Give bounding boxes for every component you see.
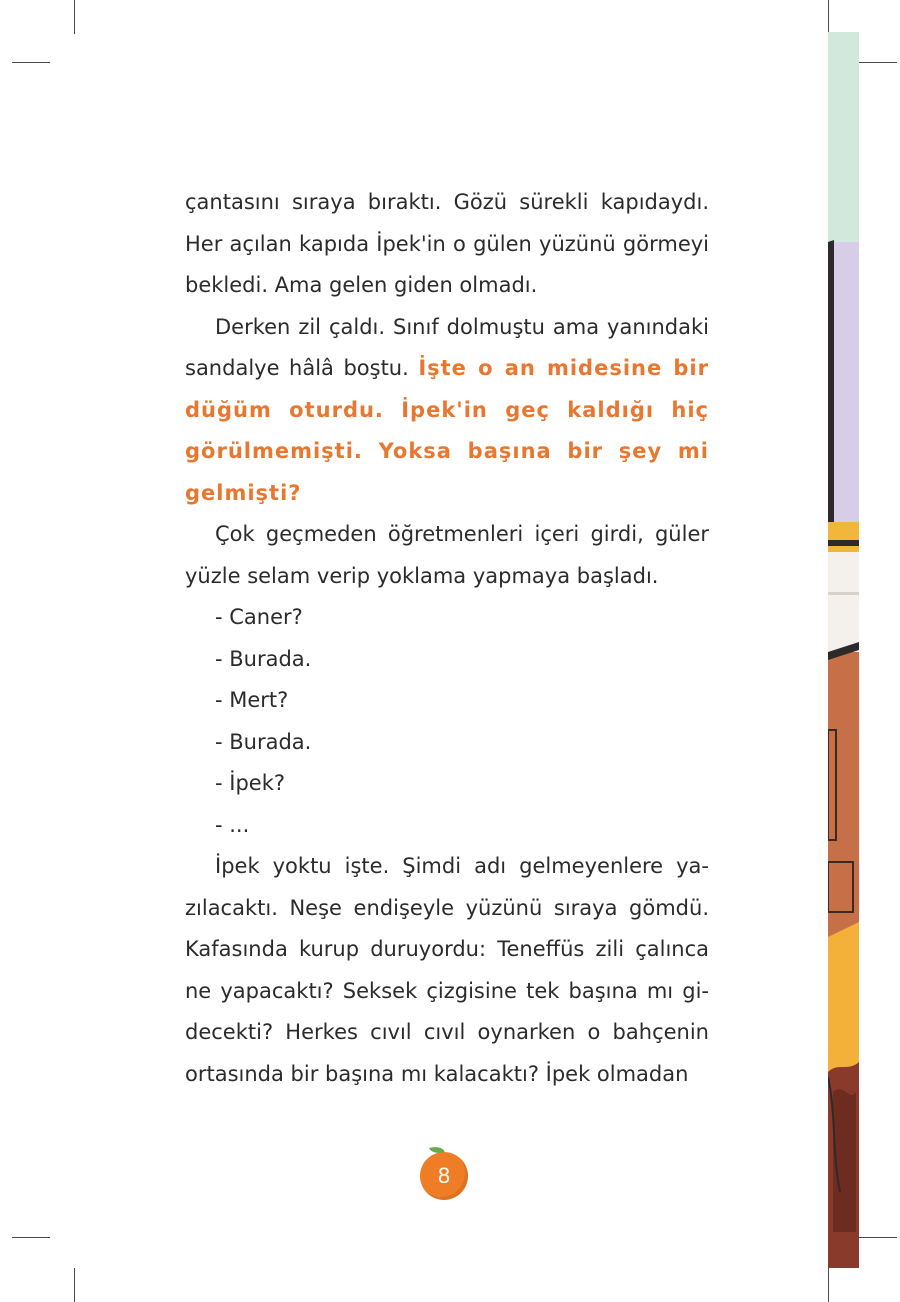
body-text: - Burada. xyxy=(215,646,312,671)
highlighted-text: İşte o an midesine bir düğüm oturdu. İpek'in geç kaldığı hiç görülmemişti. Yoksa başına bir şey mi gelmişti? xyxy=(185,356,709,505)
body-text: - İpek? xyxy=(215,771,286,795)
dialogue-line xyxy=(185,680,709,722)
page-number: 8 xyxy=(437,1163,451,1188)
crop-mark-bottom-right xyxy=(828,1268,829,1302)
body-text: - ... xyxy=(215,812,250,837)
body-text: Çok geçmeden öğretmenleri içeri girdi, güler yüzle selam verip yoklama yapmaya başladı. xyxy=(185,522,709,588)
body-text: - Burada. xyxy=(215,729,312,754)
crop-mark-bottom-left xyxy=(74,1268,75,1302)
paragraph xyxy=(185,182,709,307)
crop-mark-left-bottom xyxy=(12,1237,50,1238)
story-text xyxy=(185,182,709,1095)
dialogue-line xyxy=(185,722,709,764)
crop-mark-right-top xyxy=(859,62,897,63)
body-text: - Mert? xyxy=(215,688,289,712)
dialogue-line xyxy=(185,639,709,681)
body-text: - Caner? xyxy=(215,605,303,629)
dialogue-line xyxy=(185,597,709,639)
paragraph xyxy=(185,846,709,1095)
crop-mark-top-right xyxy=(828,0,829,34)
paragraph xyxy=(185,307,709,515)
page-number-badge xyxy=(420,1152,468,1200)
body-text: Derken zil çaldı. Sınıf dolmuştu ama yanındaki sandalye hâlâ boştu. xyxy=(185,314,709,380)
body-text: İpek yoktu işte. Şimdi adı gelmeyenlere yazılacaktı. Neşe endişeyle yüzünü sıraya gömdü. Kafasında kurup duruyordu: Teneffüs zili çalınca ne yapacaktı? Seksek çizgisine tek başına mı gidecekti? Herkes cıvıl cıvıl oynarken o bahçenin ortasında bir başına mı kalacaktı? İpek olmadan xyxy=(185,854,709,1086)
dialogue-line xyxy=(185,805,709,847)
body-text: çantasını sıraya bıraktı. Gözü sürekli kapıdaydı. Her açılan kapıda İpek'in o gülen yüzünü görmeyi bekledi. Ama gelen giden olmadı. xyxy=(185,190,709,297)
illustration-strip xyxy=(828,32,859,1268)
crop-mark-left-top xyxy=(12,62,50,63)
paragraph xyxy=(185,514,709,597)
crop-mark-top-left xyxy=(74,0,75,34)
dialogue-line xyxy=(185,763,709,805)
crop-mark-right-bottom xyxy=(859,1237,897,1238)
